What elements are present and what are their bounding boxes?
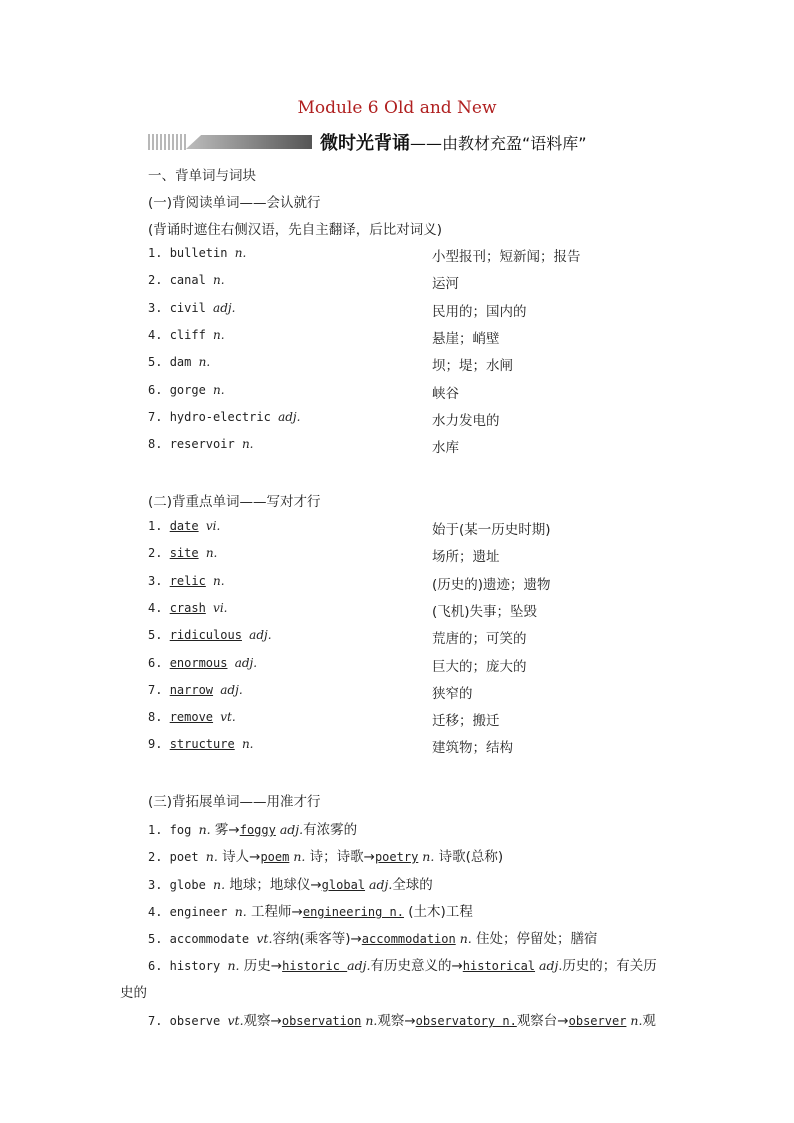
vocab-row bbox=[148, 328, 668, 348]
vocab-row bbox=[148, 519, 668, 539]
vocab-meaning: 狭窄的 bbox=[432, 685, 473, 702]
part1-note: (背诵时遮住右侧汉语，先自主翻译，后比对词义) bbox=[148, 222, 443, 238]
vocab-row bbox=[148, 574, 668, 594]
vocab-word: 6. gorge n. bbox=[148, 382, 225, 397]
section-heading: 一、背单词与词块 bbox=[148, 168, 256, 184]
vocab-word: 2. site n. bbox=[148, 546, 218, 561]
vocab-meaning: 场所；遗址 bbox=[432, 549, 500, 566]
vocab-word: 6. enormous adj. bbox=[148, 655, 258, 670]
ext-line-6-cont: 史的 bbox=[120, 985, 147, 1001]
vocab-meaning: 悬崖；峭壁 bbox=[432, 330, 500, 347]
vocab-meaning: (飞机)失事；坠毁 bbox=[432, 603, 538, 620]
vocab-meaning: 建筑物；结构 bbox=[432, 740, 513, 757]
ext-line-1: 1. fog n. 雾→foggy adj.有浓雾的 bbox=[148, 822, 358, 838]
ext-line-5: 5. accommodate vt.容纳(乘客等)→accommodation n. 住处；停留处；膳宿 bbox=[148, 931, 598, 947]
vocab-word: 7. narrow adj. bbox=[148, 682, 243, 697]
vocab-word: 2. canal n. bbox=[148, 273, 225, 288]
vocab-row bbox=[148, 383, 668, 403]
vocab-row bbox=[148, 683, 668, 703]
vocab-row bbox=[148, 737, 668, 757]
vocab-row bbox=[148, 410, 668, 430]
vocab-word: 1. date vi. bbox=[148, 519, 221, 533]
vocab-row bbox=[148, 628, 668, 648]
vocab-meaning: 峡谷 bbox=[432, 385, 459, 402]
vocab-row bbox=[148, 301, 668, 321]
page-title: Module 6 Old and New bbox=[297, 98, 497, 118]
ext-line-6: 6. history n. 历史→historic adj.有历史意义的→historical adj.历史的；有关历 bbox=[148, 958, 657, 974]
vocab-meaning: 水力发电的 bbox=[432, 412, 500, 429]
vocab-row bbox=[148, 546, 668, 566]
vocab-word: 4. crash vi. bbox=[148, 600, 228, 615]
ext-line-3: 3. globe n. 地球；地球仪→global adj.全球的 bbox=[148, 877, 433, 893]
section-banner bbox=[148, 132, 587, 152]
vocab-word: 4. cliff n. bbox=[148, 327, 225, 342]
vocab-word: 5. ridiculous adj. bbox=[148, 628, 272, 643]
vocab-meaning: 荒唐的；可笑的 bbox=[432, 631, 527, 648]
vocab-meaning: (历史的)遗迹；遗物 bbox=[432, 576, 551, 593]
banner-decoration bbox=[148, 134, 312, 150]
vocab-meaning: 坝；堤；水闸 bbox=[432, 358, 513, 375]
vocab-row bbox=[148, 246, 668, 266]
vocab-word: 8. remove vt. bbox=[148, 710, 236, 725]
vocab-meaning: 始于(某一历史时期) bbox=[432, 522, 551, 538]
vocab-word: 1. bulletin n. bbox=[148, 246, 247, 260]
vocab-meaning: 运河 bbox=[432, 276, 459, 293]
vocab-row bbox=[148, 656, 668, 676]
vocab-row bbox=[148, 710, 668, 730]
ext-line-7: 7. observe vt.观察→observation n.观察→observatory n.观察台→observer n.观 bbox=[148, 1013, 656, 1029]
vocab-row bbox=[148, 273, 668, 293]
ext-line-4: 4. engineer n. 工程师→engineering n. (土木)工程 bbox=[148, 904, 473, 920]
ext-line-2: 2. poet n. 诗人→poem n. 诗；诗歌→poetry n. 诗歌(总称) bbox=[148, 849, 504, 865]
vocab-meaning: 民用的；国内的 bbox=[432, 303, 527, 320]
vocab-row bbox=[148, 437, 668, 457]
vocab-word: 3. civil adj. bbox=[148, 300, 236, 315]
vocab-meaning: 迁移；搬迁 bbox=[432, 713, 500, 730]
part2-heading: (二)背重点单词——写对才行 bbox=[148, 494, 321, 510]
vocab-meaning: 小型报刊；短新闻；报告 bbox=[432, 249, 581, 265]
vocab-meaning: 水库 bbox=[432, 440, 459, 457]
part3-heading: (三)背拓展单词——用准才行 bbox=[148, 794, 321, 810]
vocab-word: 7. hydro-electric adj. bbox=[148, 409, 301, 424]
vocab-word: 3. relic n. bbox=[148, 573, 225, 588]
vocab-word: 5. dam n. bbox=[148, 355, 211, 370]
vocab-meaning: 巨大的；庞大的 bbox=[432, 658, 527, 675]
banner-sub-text: ——由教材充盈“语料库” bbox=[410, 133, 587, 153]
vocab-row bbox=[148, 601, 668, 621]
vocab-row bbox=[148, 355, 668, 375]
banner-main-text: 微时光背诵 bbox=[320, 133, 410, 154]
part1-heading: (一)背阅读单词——会认就行 bbox=[148, 195, 321, 211]
vocab-word: 9. structure n. bbox=[148, 737, 254, 752]
vocab-word: 8. reservoir n. bbox=[148, 437, 254, 452]
